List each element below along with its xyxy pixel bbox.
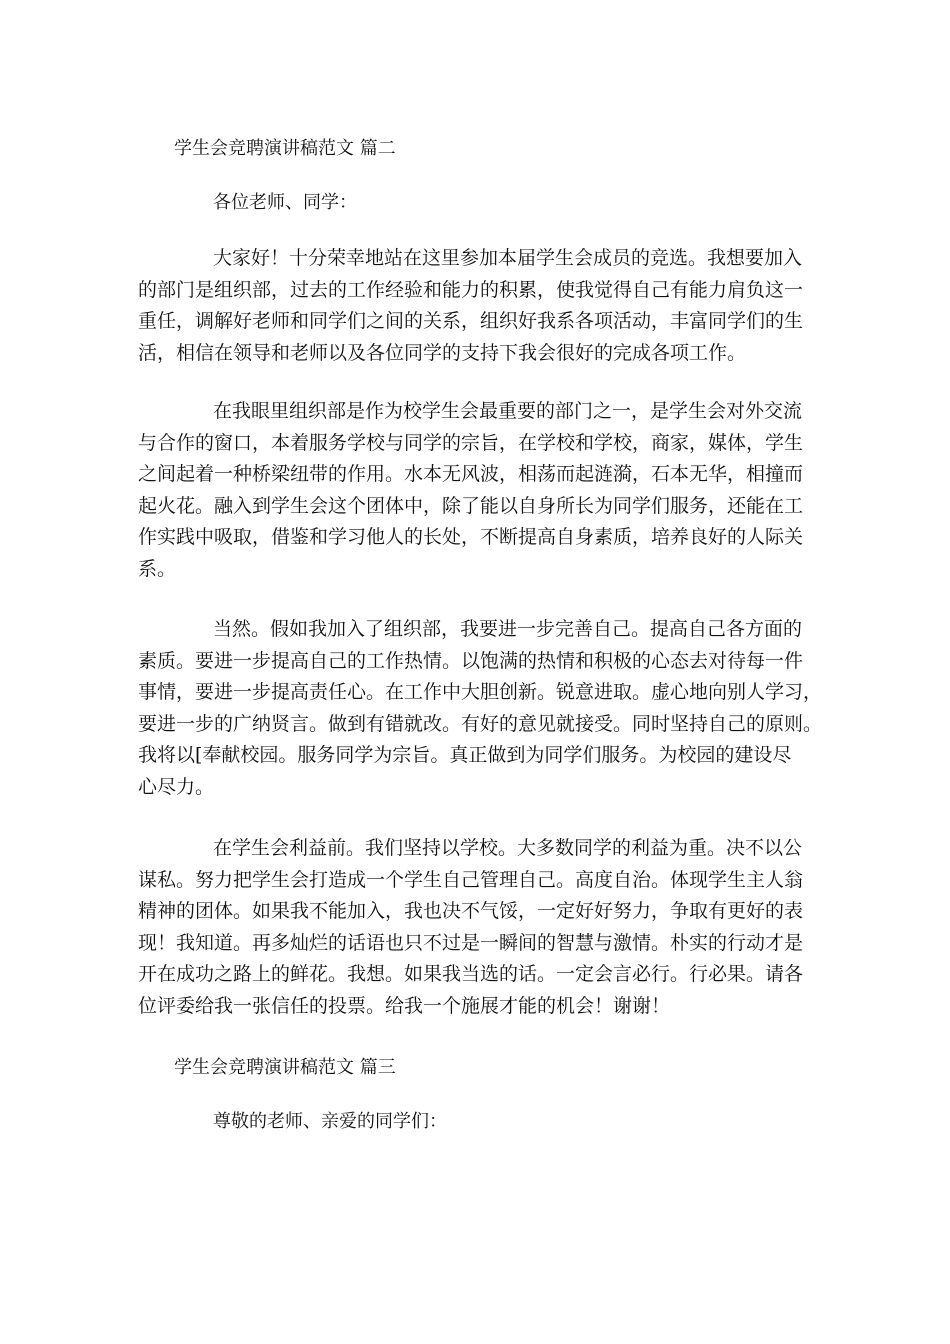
paragraph-line: 现！我知道。再多灿烂的话语也只不过是一瞬间的智慧与激情。朴实的行动才是 (138, 931, 804, 954)
section-heading: 学生会竞聘演讲稿范文 篇三 (174, 1057, 396, 1078)
salutation: 尊敬的老师、亲爱的同学们： (213, 1111, 447, 1132)
paragraph-line: 之间起着一种桥梁纽带的作用。水本无风波，相荡而起涟漪，石本无华，相撞而 (138, 463, 804, 486)
paragraph-line: 在我眼里组织部是作为校学生会最重要的部门之一，是学生会对外交流 (213, 400, 803, 422)
paragraph-line: 谋私。努力把学生会打造成一个学生自己管理自己。高度自治。体现学生主人翁 (138, 868, 804, 891)
salutation: 各位老师、同学： (213, 192, 357, 213)
paragraph-line: 素质。要进一步提高自己的工作热情。以饱满的热情和积极的心态去对待每一件 (138, 649, 804, 672)
paragraph-line: 在学生会利益前。我们坚持以学校。大多数同学的利益为重。决不以公 (213, 837, 803, 859)
paragraph-line: 与合作的窗口，本着服务学校与同学的宗旨，在学校和学校，商家，媒体，学生 (138, 431, 804, 454)
paragraph-line: 要进一步的广纳贤言。做到有错就改。有好的意见就接受。同时坚持自己的原则。 (138, 712, 823, 735)
paragraph-line: 系。 (138, 557, 177, 580)
paragraph-line: 的部门是组织部，过去的工作经验和能力的积累，使我觉得自己有能力肩负这一 (138, 278, 804, 301)
paragraph-line: 当然。假如我加入了组织部，我要进一步完善自己。提高自己各方面的 (213, 618, 803, 640)
paragraph-line: 重任，调解好老师和同学们之间的关系，组织好我系各项活动，丰富同学们的生 (138, 310, 804, 333)
paragraph-line: 作实践中吸取，借鉴和学习他人的长处，不断提高自身素质，培养良好的人际关 (138, 526, 804, 549)
paragraph (138, 243, 838, 369)
paragraph-line: 心尽力。 (138, 775, 215, 798)
paragraph (138, 614, 838, 804)
paragraph-line: 活，相信在领导和老师以及各位同学的支持下我会很好的完成各项工作。 (138, 341, 747, 364)
paragraph (138, 396, 838, 586)
paragraph-line: 我将以[奉献校园。服务同学为宗旨。真正做到为同学们服务。为校园的建设尽 (138, 744, 792, 767)
paragraph-line: 起火花。融入到学生会这个团体中，除了能以自身所长为同学们服务，还能在工 (138, 494, 804, 517)
paragraph-line: 事情，要进一步提高责任心。在工作中大胆创新。锐意进取。虚心地向别人学习， (138, 681, 823, 704)
paragraph (138, 833, 838, 1023)
paragraph-line: 精神的团体。如果我不能加入，我也决不气馁，一定好好努力，争取有更好的表 (138, 900, 804, 923)
paragraph-line: 位评委给我一张信任的投票。给我一个施展才能的机会！谢谢！ (138, 994, 671, 1017)
section-heading: 学生会竞聘演讲稿范文 篇二 (174, 138, 396, 159)
paragraph-line: 开在成功之路上的鲜花。我想。如果我当选的话。一定会言必行。行必果。请各 (138, 963, 804, 986)
paragraph-line: 大家好！十分荣幸地站在这里参加本届学生会成员的竞选。我想要加入 (213, 247, 803, 269)
